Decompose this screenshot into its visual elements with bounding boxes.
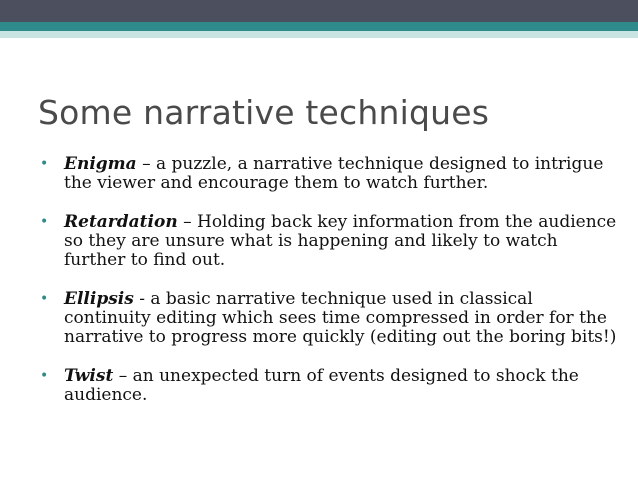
bullet-item-enigma <box>40 155 620 193</box>
bullet-text: - a basic narrative technique used in classical continuity editing which sees time compressed in order for the narrative to progress more quickly (editing out the boring bits!) <box>64 289 617 347</box>
bullet-term: Retardation <box>64 212 178 232</box>
bullet-term: Twist <box>64 366 114 386</box>
bullet-term: Ellipsis <box>64 289 134 309</box>
bullet-term: Enigma <box>64 154 137 174</box>
top-band-dark <box>0 0 638 22</box>
bullet-item-twist <box>40 367 620 405</box>
bullet-marker-icon: • <box>40 156 49 172</box>
bullet-text: – an unexpected turn of events designed to shock the audience. <box>64 366 579 405</box>
bullet-marker-icon: • <box>40 214 49 230</box>
bullet-list <box>40 155 620 425</box>
bullet-marker-icon: • <box>40 291 49 307</box>
bullet-text: – a puzzle, a narrative technique designed to intrigue the viewer and encourage them to watch further. <box>64 154 604 193</box>
top-band-teal <box>0 22 638 31</box>
bullet-item-ellipsis <box>40 290 620 347</box>
slide-title: Some narrative techniques <box>38 93 490 132</box>
top-band-light <box>0 31 638 38</box>
bullet-item-retardation <box>40 213 620 270</box>
bullet-text: – Holding back key information from the audience so they are unsure what is happening and likely to watch further to find out. <box>64 212 617 270</box>
bullet-marker-icon: • <box>40 368 49 384</box>
